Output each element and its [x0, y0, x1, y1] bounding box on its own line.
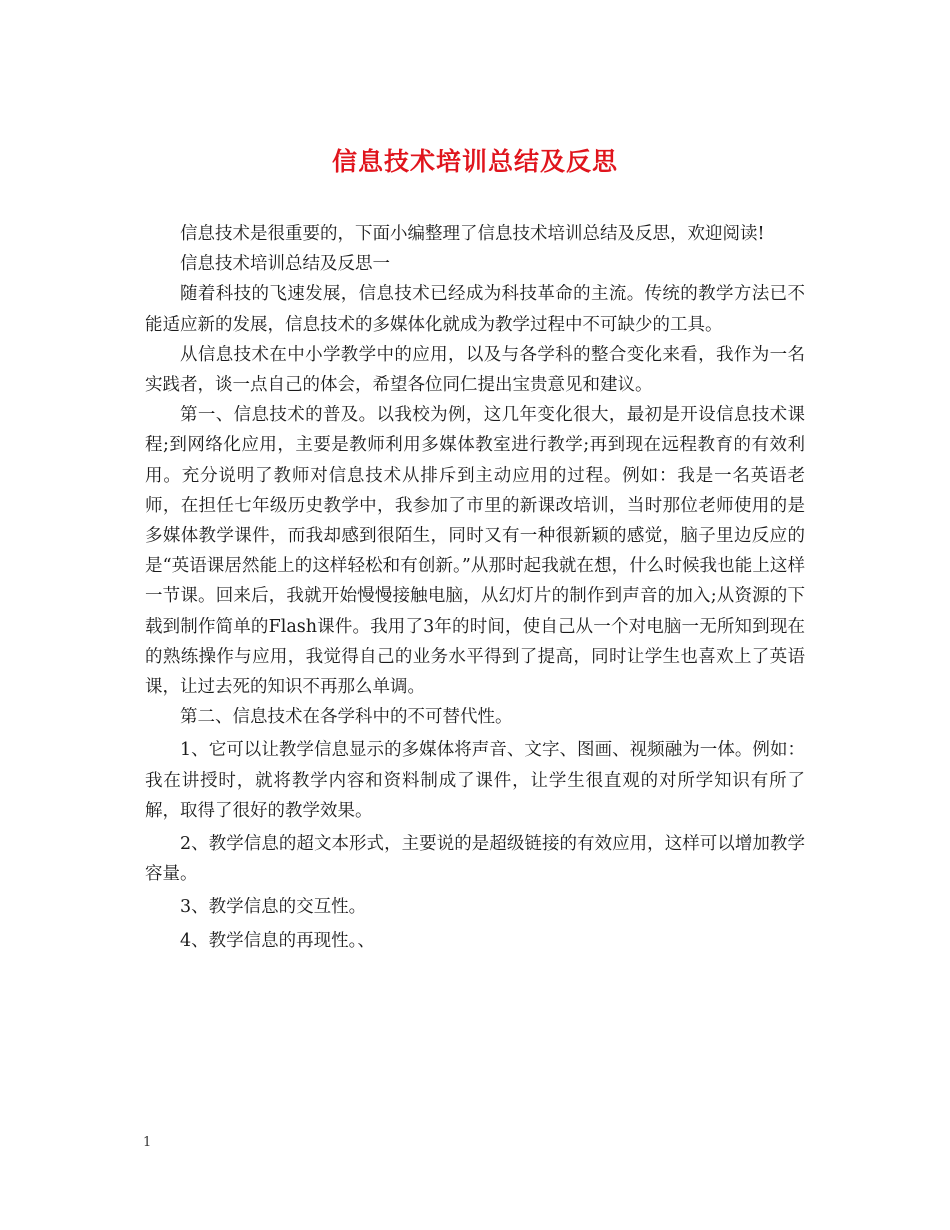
paragraph-development: 随着科技的飞速发展，信息技术已经成为科技革命的主流。传统的教学方法已不能适应新的发展，信息技术的多媒体化就成为教学过程中不可缺少的工具。 — [145, 284, 805, 335]
paragraph-experience: 从信息技术在中小学教学中的应用，以及与各学科的整合变化来看，我作为一名实践者，谈一点自己的体会，希望各位同仁提出宝贵意见和建议。 — [145, 344, 805, 396]
paragraph-item-4: 4、教学信息的再现性。、 — [180, 930, 375, 951]
document-body — [145, 219, 805, 956]
paragraph-point-two: 第二、信息技术在各学科中的不可替代性。 — [180, 707, 513, 728]
paragraph-section-heading: 信息技术培训总结及反思一 — [180, 254, 390, 275]
document-title: 信息技术培训总结及反思 — [331, 147, 618, 176]
paragraph-item-3: 3、教学信息的交互性。 — [180, 897, 367, 918]
paragraph-item-2: 2、教学信息的超文本形式，主要说的是超级链接的有效应用，这样可以增加教学容量。 — [145, 834, 805, 885]
paragraph-point-one: 第一、信息技术的普及。以我校为例，这几年变化很大，最初是开设信息技术课程;到网络化应用，主要是教师利用多媒体教室进行教学;再到现在远程教育的有效利用。充分说明了教师对信息技术从排斥到主动应用的过程。例如：我是一名英语老师，在担任七年级历史教学中，我参加了市里的新课改培训，当时那位老师使用的是多媒体教学课件，而我却感到很陌生，同时又有一种很新颖的感觉，脑子里边反应的是“英语课居然能上的这样轻松和有创新。”从那时起我就在想，什么时候我也能上这样一节课。回来后，我就开始慢慢接触电脑，从幻灯片的制作到声音的加入;从资源的下载到制作简单的Flash课件。我用了3年的时间，使自己从一个对电脑一无所知到现在的熟练操作与应用，我觉得自己的业务水平得到了提高，同时让学生也喜欢上了英语课，让过去死的知识不再那么单调。 — [145, 405, 805, 698]
page-number: 1 — [143, 1135, 152, 1150]
paragraph-intro: 信息技术是很重要的，下面小编整理了信息技术培训总结及反思，欢迎阅读! — [180, 224, 765, 244]
paragraph-item-1: 1、它可以让教学信息显示的多媒体将声音、文字、图画、视频融为一体。例如：我在讲授时，就将教学内容和资料制成了课件，让学生很直观的对所学知识有所了解，取得了很好的教学效果。 — [145, 740, 805, 821]
